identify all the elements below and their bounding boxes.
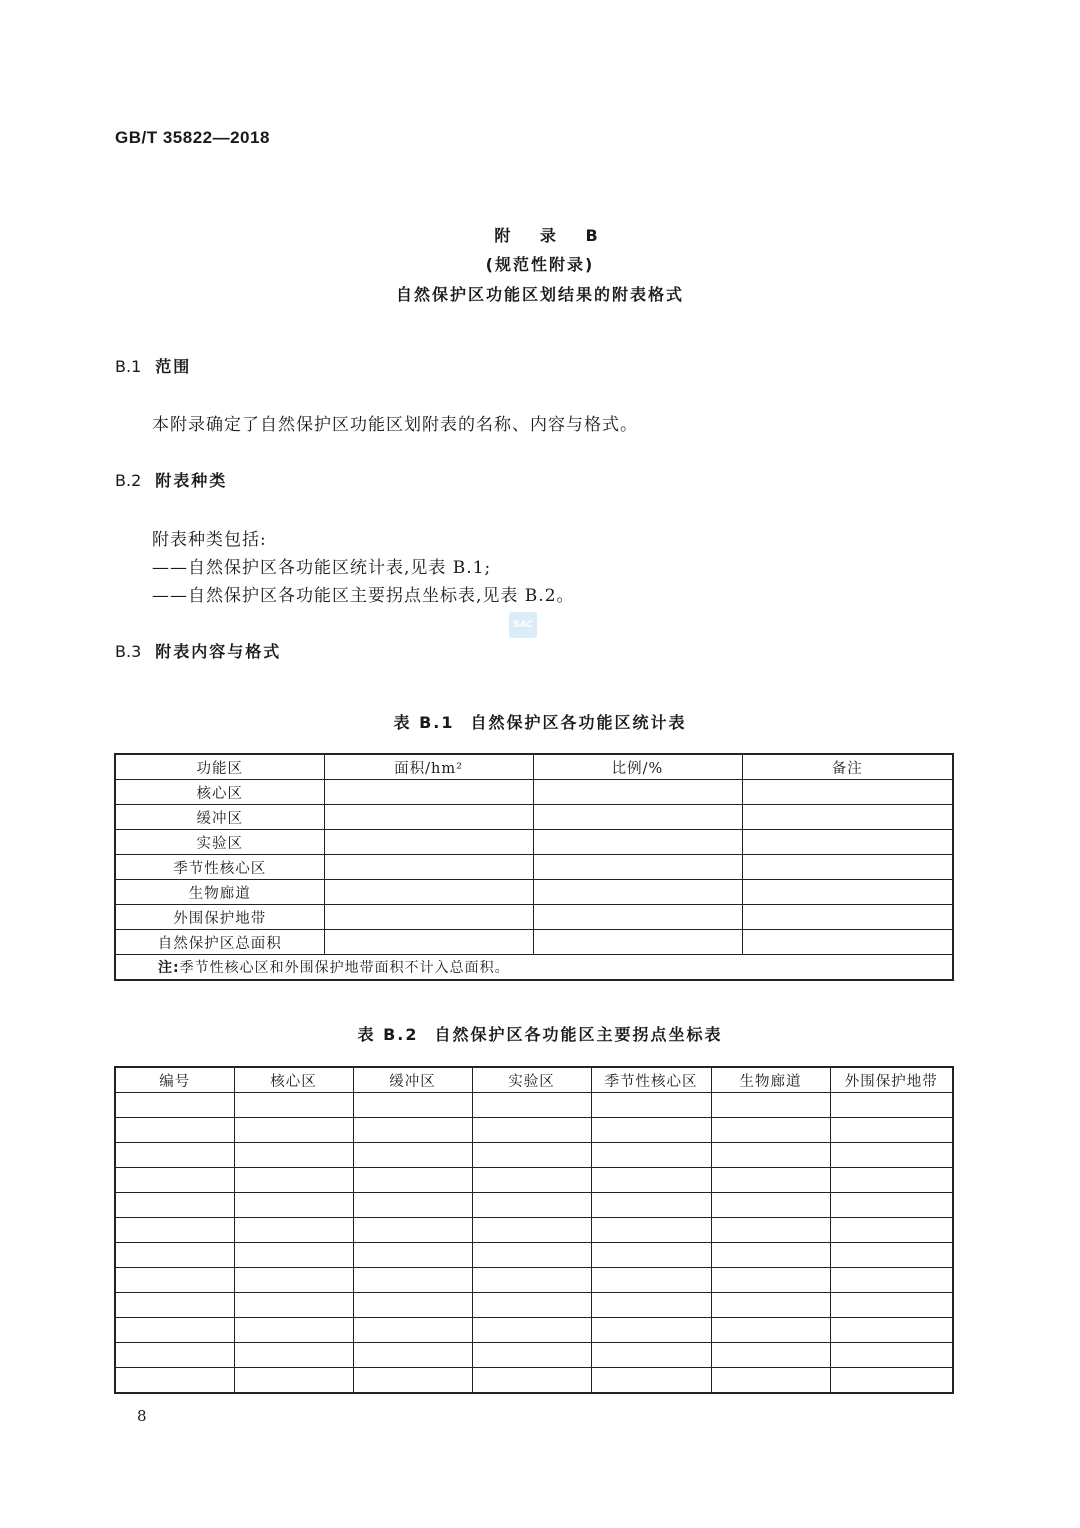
table-b2-caption (0, 1022, 1080, 1045)
empty-cell (472, 1093, 591, 1118)
empty-cell (353, 1268, 472, 1293)
page-number: 8 (137, 1407, 147, 1425)
table-row (115, 1318, 953, 1343)
empty-cell (472, 1268, 591, 1293)
empty-cell (115, 1193, 234, 1218)
empty-cell (711, 1218, 830, 1243)
table-row (115, 1193, 953, 1218)
empty-cell (472, 1118, 591, 1143)
empty-cell (115, 1368, 234, 1394)
caption-number: 表 B.2 (357, 1025, 419, 1044)
note-label: 注: (158, 960, 180, 976)
column-header: 功能区 (115, 754, 324, 780)
column-header: 编号 (115, 1067, 234, 1093)
empty-cell (234, 1218, 353, 1243)
empty-cell (115, 1243, 234, 1268)
section-b2-intro: 附表种类包括: (152, 530, 267, 550)
empty-cell (353, 1143, 472, 1168)
empty-cell (830, 1268, 953, 1293)
table-row (115, 880, 953, 905)
empty-cell (591, 1293, 711, 1318)
table-row (115, 1343, 953, 1368)
standard-code: GB/T 35822—2018 (115, 128, 270, 147)
caption-title: 自然保护区各功能区统计表 (470, 713, 687, 732)
empty-cell (830, 1218, 953, 1243)
empty-cell (591, 1193, 711, 1218)
table-row (115, 1093, 953, 1118)
empty-cell (711, 1093, 830, 1118)
empty-cell (830, 1118, 953, 1143)
column-header: 缓冲区 (353, 1067, 472, 1093)
empty-cell (533, 905, 742, 930)
empty-cell (353, 1093, 472, 1118)
appendix-title: 附 录 B (494, 226, 610, 245)
empty-cell (115, 1268, 234, 1293)
empty-cell (353, 1368, 472, 1394)
empty-cell (234, 1268, 353, 1293)
empty-cell (353, 1218, 472, 1243)
table-row (115, 1218, 953, 1243)
empty-cell (533, 830, 742, 855)
empty-cell (591, 1093, 711, 1118)
empty-cell (353, 1168, 472, 1193)
empty-cell (115, 1318, 234, 1343)
empty-cell (830, 1243, 953, 1268)
empty-cell (234, 1243, 353, 1268)
empty-cell (472, 1218, 591, 1243)
table-row (115, 855, 953, 880)
empty-cell (711, 1293, 830, 1318)
empty-cell (324, 905, 533, 930)
table-row (115, 830, 953, 855)
empty-cell (591, 1268, 711, 1293)
empty-cell (324, 805, 533, 830)
empty-cell (533, 855, 742, 880)
empty-cell (472, 1368, 591, 1394)
function-zone-cell: 自然保护区总面积 (115, 930, 324, 955)
table-row (115, 1293, 953, 1318)
empty-cell (591, 1318, 711, 1343)
table-b2 (114, 1066, 954, 1394)
section-b2-heading (115, 468, 227, 491)
empty-cell (711, 1193, 830, 1218)
empty-cell (533, 930, 742, 955)
empty-cell (830, 1343, 953, 1368)
empty-cell (830, 1318, 953, 1343)
empty-cell (830, 1293, 953, 1318)
function-zone-cell: 季节性核心区 (115, 855, 324, 880)
empty-cell (472, 1293, 591, 1318)
empty-cell (234, 1368, 353, 1394)
empty-cell (711, 1168, 830, 1193)
column-header: 实验区 (472, 1067, 591, 1093)
section-title: 范围 (155, 357, 192, 376)
column-header: 比例/% (533, 754, 742, 780)
empty-cell (115, 1293, 234, 1318)
function-zone-cell: 生物廊道 (115, 880, 324, 905)
column-header: 外围保护地带 (830, 1067, 953, 1093)
table-row (115, 1118, 953, 1143)
empty-cell (234, 1168, 353, 1193)
empty-cell (115, 1218, 234, 1243)
empty-cell (742, 930, 953, 955)
empty-cell (711, 1268, 830, 1293)
table-header-row (115, 754, 953, 780)
table-row (115, 1368, 953, 1394)
empty-cell (533, 880, 742, 905)
column-header: 面积/hm² (324, 754, 533, 780)
empty-cell (742, 905, 953, 930)
function-zone-cell: 核心区 (115, 780, 324, 805)
empty-cell (324, 855, 533, 880)
empty-cell (472, 1193, 591, 1218)
function-zone-cell: 缓冲区 (115, 805, 324, 830)
section-b3-heading (115, 639, 281, 662)
sac-watermark-logo: SAC (509, 612, 537, 638)
empty-cell (533, 805, 742, 830)
empty-cell (830, 1368, 953, 1394)
empty-cell (711, 1343, 830, 1368)
empty-cell (830, 1093, 953, 1118)
empty-cell (353, 1293, 472, 1318)
empty-cell (353, 1118, 472, 1143)
table-row (115, 1168, 953, 1193)
table-b1 (114, 753, 954, 981)
empty-cell (591, 1118, 711, 1143)
column-header: 备注 (742, 754, 953, 780)
empty-cell (353, 1343, 472, 1368)
empty-cell (591, 1168, 711, 1193)
section-b1-heading (115, 354, 191, 377)
empty-cell (711, 1243, 830, 1268)
list-item: ——自然保护区各功能区统计表,见表 B.1; (152, 558, 492, 578)
empty-cell (472, 1243, 591, 1268)
table-note-row (115, 955, 953, 981)
empty-cell (115, 1093, 234, 1118)
empty-cell (324, 930, 533, 955)
empty-cell (591, 1243, 711, 1268)
empty-cell (711, 1318, 830, 1343)
empty-cell (711, 1368, 830, 1394)
caption-number: 表 B.1 (393, 713, 455, 732)
section-title: 附表种类 (155, 471, 228, 490)
empty-cell (115, 1168, 234, 1193)
table-row (115, 1268, 953, 1293)
empty-cell (472, 1168, 591, 1193)
empty-cell (353, 1318, 472, 1343)
section-title: 附表内容与格式 (155, 642, 282, 661)
column-header: 核心区 (234, 1067, 353, 1093)
table-header-row (115, 1067, 953, 1093)
empty-cell (324, 830, 533, 855)
appendix-name: 自然保护区功能区划结果的附表格式 (395, 285, 684, 304)
table-note (115, 955, 953, 981)
table-row (115, 805, 953, 830)
empty-cell (711, 1143, 830, 1168)
table-row (115, 780, 953, 805)
empty-cell (742, 805, 953, 830)
empty-cell (234, 1318, 353, 1343)
column-header: 生物廊道 (711, 1067, 830, 1093)
empty-cell (591, 1343, 711, 1368)
empty-cell (472, 1143, 591, 1168)
appendix-type: (规范性附录) (485, 255, 595, 274)
empty-cell (234, 1293, 353, 1318)
empty-cell (711, 1118, 830, 1143)
empty-cell (324, 880, 533, 905)
empty-cell (234, 1143, 353, 1168)
empty-cell (353, 1243, 472, 1268)
empty-cell (234, 1093, 353, 1118)
empty-cell (830, 1168, 953, 1193)
empty-cell (353, 1193, 472, 1218)
empty-cell (591, 1143, 711, 1168)
caption-title: 自然保护区各功能区主要拐点坐标表 (434, 1025, 723, 1044)
empty-cell (234, 1118, 353, 1143)
function-zone-cell: 外围保护地带 (115, 905, 324, 930)
note-text: 季节性核心区和外围保护地带面积不计入总面积。 (179, 960, 510, 976)
table-row (115, 1143, 953, 1168)
empty-cell (115, 1343, 234, 1368)
empty-cell (830, 1193, 953, 1218)
empty-cell (742, 880, 953, 905)
section-number: B.3 (115, 642, 142, 661)
list-item: ——自然保护区各功能区主要拐点坐标表,见表 B.2。 (152, 586, 575, 606)
section-number: B.1 (115, 357, 142, 376)
section-b1-text: 本附录确定了自然保护区功能区划附表的名称、内容与格式。 (152, 415, 638, 435)
empty-cell (830, 1143, 953, 1168)
empty-cell (472, 1318, 591, 1343)
table-row (115, 905, 953, 930)
empty-cell (742, 830, 953, 855)
table-row (115, 1243, 953, 1268)
empty-cell (324, 780, 533, 805)
empty-cell (115, 1143, 234, 1168)
function-zone-cell: 实验区 (115, 830, 324, 855)
empty-cell (742, 855, 953, 880)
empty-cell (472, 1343, 591, 1368)
table-row (115, 930, 953, 955)
table-b1-caption (0, 710, 1080, 733)
empty-cell (533, 780, 742, 805)
column-header: 季节性核心区 (591, 1067, 711, 1093)
empty-cell (591, 1218, 711, 1243)
empty-cell (742, 780, 953, 805)
empty-cell (591, 1368, 711, 1394)
empty-cell (115, 1118, 234, 1143)
empty-cell (234, 1193, 353, 1218)
empty-cell (234, 1343, 353, 1368)
section-number: B.2 (115, 471, 142, 490)
